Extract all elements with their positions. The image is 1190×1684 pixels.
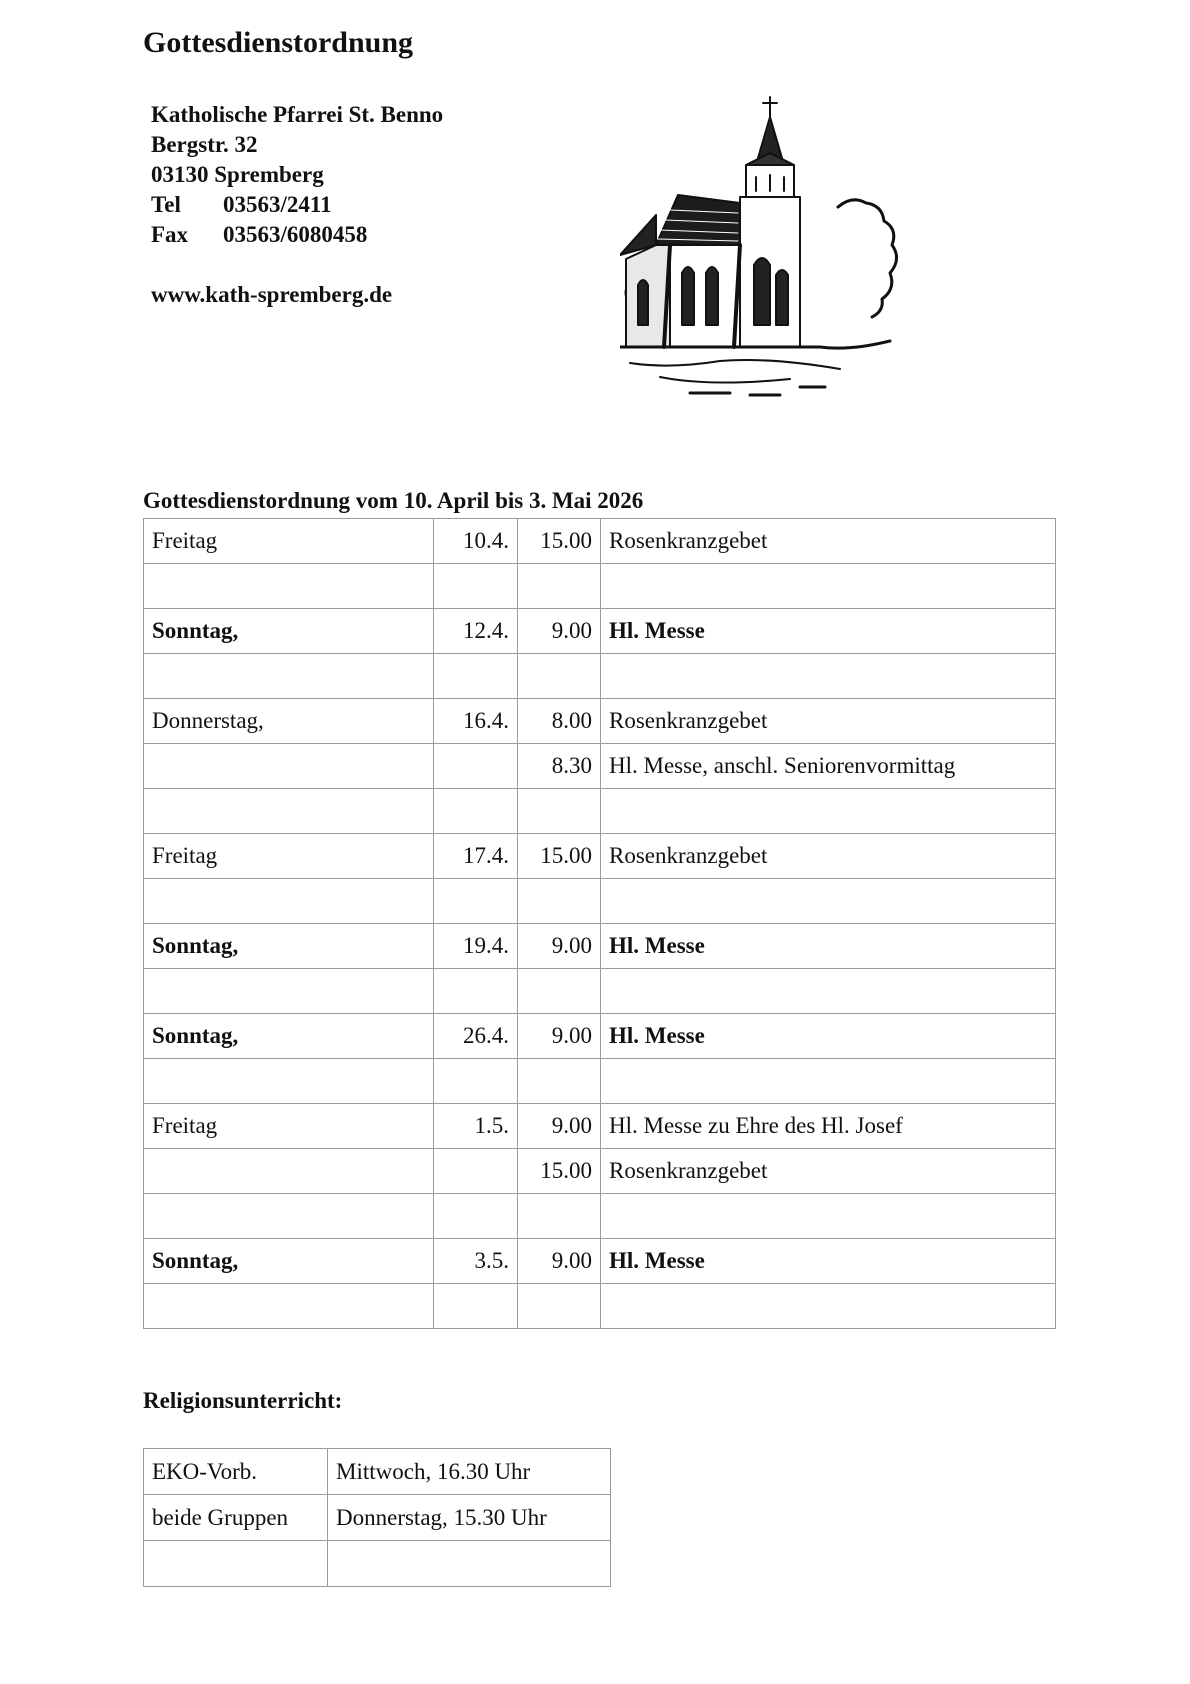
day-cell: Sonntag, bbox=[144, 609, 434, 654]
time-cell bbox=[518, 1194, 601, 1239]
time-cell: Mittwoch, 16.30 Uhr bbox=[328, 1449, 611, 1495]
date-cell: 19.4. bbox=[434, 924, 518, 969]
church-drawing-icon bbox=[620, 95, 910, 405]
table-row bbox=[144, 1449, 611, 1495]
time-cell: 9.00 bbox=[518, 924, 601, 969]
day-cell bbox=[144, 744, 434, 789]
table-row bbox=[144, 969, 1056, 1014]
description-cell: Hl. Messe zu Ehre des Hl. Josef bbox=[601, 1104, 1056, 1149]
time-cell: 9.00 bbox=[518, 1239, 601, 1284]
tel-number: 03563/2411 bbox=[223, 192, 332, 217]
date-cell bbox=[434, 564, 518, 609]
day-cell: Freitag bbox=[144, 834, 434, 879]
description-cell: Rosenkranzgebet bbox=[601, 1149, 1056, 1194]
day-cell: Freitag bbox=[144, 519, 434, 564]
description-cell: Rosenkranzgebet bbox=[601, 834, 1056, 879]
table-row bbox=[144, 789, 1056, 834]
parish-city: 03130 Spremberg bbox=[151, 162, 324, 187]
table-row bbox=[144, 834, 1056, 879]
description-cell: Rosenkranzgebet bbox=[601, 519, 1056, 564]
day-cell bbox=[144, 1284, 434, 1329]
day-cell bbox=[144, 879, 434, 924]
day-cell bbox=[144, 1149, 434, 1194]
description-cell bbox=[601, 654, 1056, 699]
group-cell: EKO-Vorb. bbox=[144, 1449, 328, 1495]
time-cell: 15.00 bbox=[518, 519, 601, 564]
date-cell: 3.5. bbox=[434, 1239, 518, 1284]
religion-heading: Religionsunterricht: bbox=[143, 1388, 343, 1413]
description-cell bbox=[601, 1059, 1056, 1104]
parish-fax-row bbox=[151, 220, 443, 250]
schedule-heading: Gottesdienstordnung vom 10. April bis 3. Mai 2026 bbox=[143, 488, 644, 513]
day-cell: Sonntag, bbox=[144, 1239, 434, 1284]
religion-table bbox=[143, 1448, 611, 1587]
table-row bbox=[144, 1014, 1056, 1059]
time-cell: 9.00 bbox=[518, 1014, 601, 1059]
table-row bbox=[144, 699, 1056, 744]
parish-website: www.kath-spremberg.de bbox=[151, 282, 393, 307]
parish-street: Bergstr. 32 bbox=[151, 132, 258, 157]
group-cell: beide Gruppen bbox=[144, 1495, 328, 1541]
table-row bbox=[144, 1284, 1056, 1329]
table-row bbox=[144, 744, 1056, 789]
description-cell bbox=[601, 879, 1056, 924]
day-cell: Sonntag, bbox=[144, 1014, 434, 1059]
description-cell bbox=[601, 1284, 1056, 1329]
table-row bbox=[144, 879, 1056, 924]
day-cell: Sonntag, bbox=[144, 924, 434, 969]
date-cell bbox=[434, 744, 518, 789]
page-title: Gottesdienstordnung bbox=[143, 26, 414, 59]
day-cell: Donnerstag, bbox=[144, 699, 434, 744]
time-cell bbox=[518, 879, 601, 924]
table-row bbox=[144, 1239, 1056, 1284]
table-row bbox=[144, 1149, 1056, 1194]
day-cell bbox=[144, 1194, 434, 1239]
parish-name: Katholische Pfarrei St. Benno bbox=[151, 102, 444, 127]
description-cell bbox=[601, 1194, 1056, 1239]
time-cell: 9.00 bbox=[518, 1104, 601, 1149]
tel-label: Tel bbox=[151, 192, 181, 217]
time-cell: 15.00 bbox=[518, 834, 601, 879]
day-cell: Freitag bbox=[144, 1104, 434, 1149]
day-cell bbox=[144, 969, 434, 1014]
time-cell: 15.00 bbox=[518, 1149, 601, 1194]
table-row bbox=[144, 1194, 1056, 1239]
day-cell bbox=[144, 789, 434, 834]
description-cell: Hl. Messe bbox=[601, 609, 1056, 654]
table-row bbox=[144, 924, 1056, 969]
description-cell: Hl. Messe bbox=[601, 924, 1056, 969]
table-row bbox=[144, 1541, 611, 1587]
time-cell bbox=[518, 1284, 601, 1329]
table-row bbox=[144, 654, 1056, 699]
date-cell bbox=[434, 654, 518, 699]
date-cell bbox=[434, 1059, 518, 1104]
group-cell bbox=[144, 1541, 328, 1587]
description-cell bbox=[601, 969, 1056, 1014]
time-cell bbox=[518, 969, 601, 1014]
table-row bbox=[144, 1495, 611, 1541]
fax-label: Fax bbox=[151, 222, 189, 247]
schedule-table bbox=[143, 518, 1056, 1329]
fax-number: 03563/6080458 bbox=[223, 222, 368, 247]
description-cell: Hl. Messe bbox=[601, 1014, 1056, 1059]
time-cell bbox=[518, 1059, 601, 1104]
date-cell: 17.4. bbox=[434, 834, 518, 879]
date-cell bbox=[434, 789, 518, 834]
table-row bbox=[144, 564, 1056, 609]
description-cell: Rosenkranzgebet bbox=[601, 699, 1056, 744]
time-cell: 9.00 bbox=[518, 609, 601, 654]
parish-tel-row bbox=[151, 190, 443, 220]
table-row bbox=[144, 1059, 1056, 1104]
day-cell bbox=[144, 654, 434, 699]
date-cell bbox=[434, 969, 518, 1014]
description-cell bbox=[601, 564, 1056, 609]
time-cell: 8.30 bbox=[518, 744, 601, 789]
table-row bbox=[144, 519, 1056, 564]
date-cell: 12.4. bbox=[434, 609, 518, 654]
date-cell: 26.4. bbox=[434, 1014, 518, 1059]
time-cell bbox=[328, 1541, 611, 1587]
description-cell: Hl. Messe bbox=[601, 1239, 1056, 1284]
time-cell: Donnerstag, 15.30 Uhr bbox=[328, 1495, 611, 1541]
date-cell: 1.5. bbox=[434, 1104, 518, 1149]
date-cell bbox=[434, 1284, 518, 1329]
time-cell bbox=[518, 564, 601, 609]
day-cell bbox=[144, 1059, 434, 1104]
day-cell bbox=[144, 564, 434, 609]
parish-address bbox=[151, 100, 443, 310]
table-row bbox=[144, 609, 1056, 654]
date-cell bbox=[434, 1149, 518, 1194]
description-cell: Hl. Messe, anschl. Seniorenvormittag bbox=[601, 744, 1056, 789]
date-cell bbox=[434, 1194, 518, 1239]
date-cell: 16.4. bbox=[434, 699, 518, 744]
time-cell bbox=[518, 654, 601, 699]
table-row bbox=[144, 1104, 1056, 1149]
description-cell bbox=[601, 789, 1056, 834]
date-cell bbox=[434, 879, 518, 924]
time-cell bbox=[518, 789, 601, 834]
date-cell: 10.4. bbox=[434, 519, 518, 564]
time-cell: 8.00 bbox=[518, 699, 601, 744]
